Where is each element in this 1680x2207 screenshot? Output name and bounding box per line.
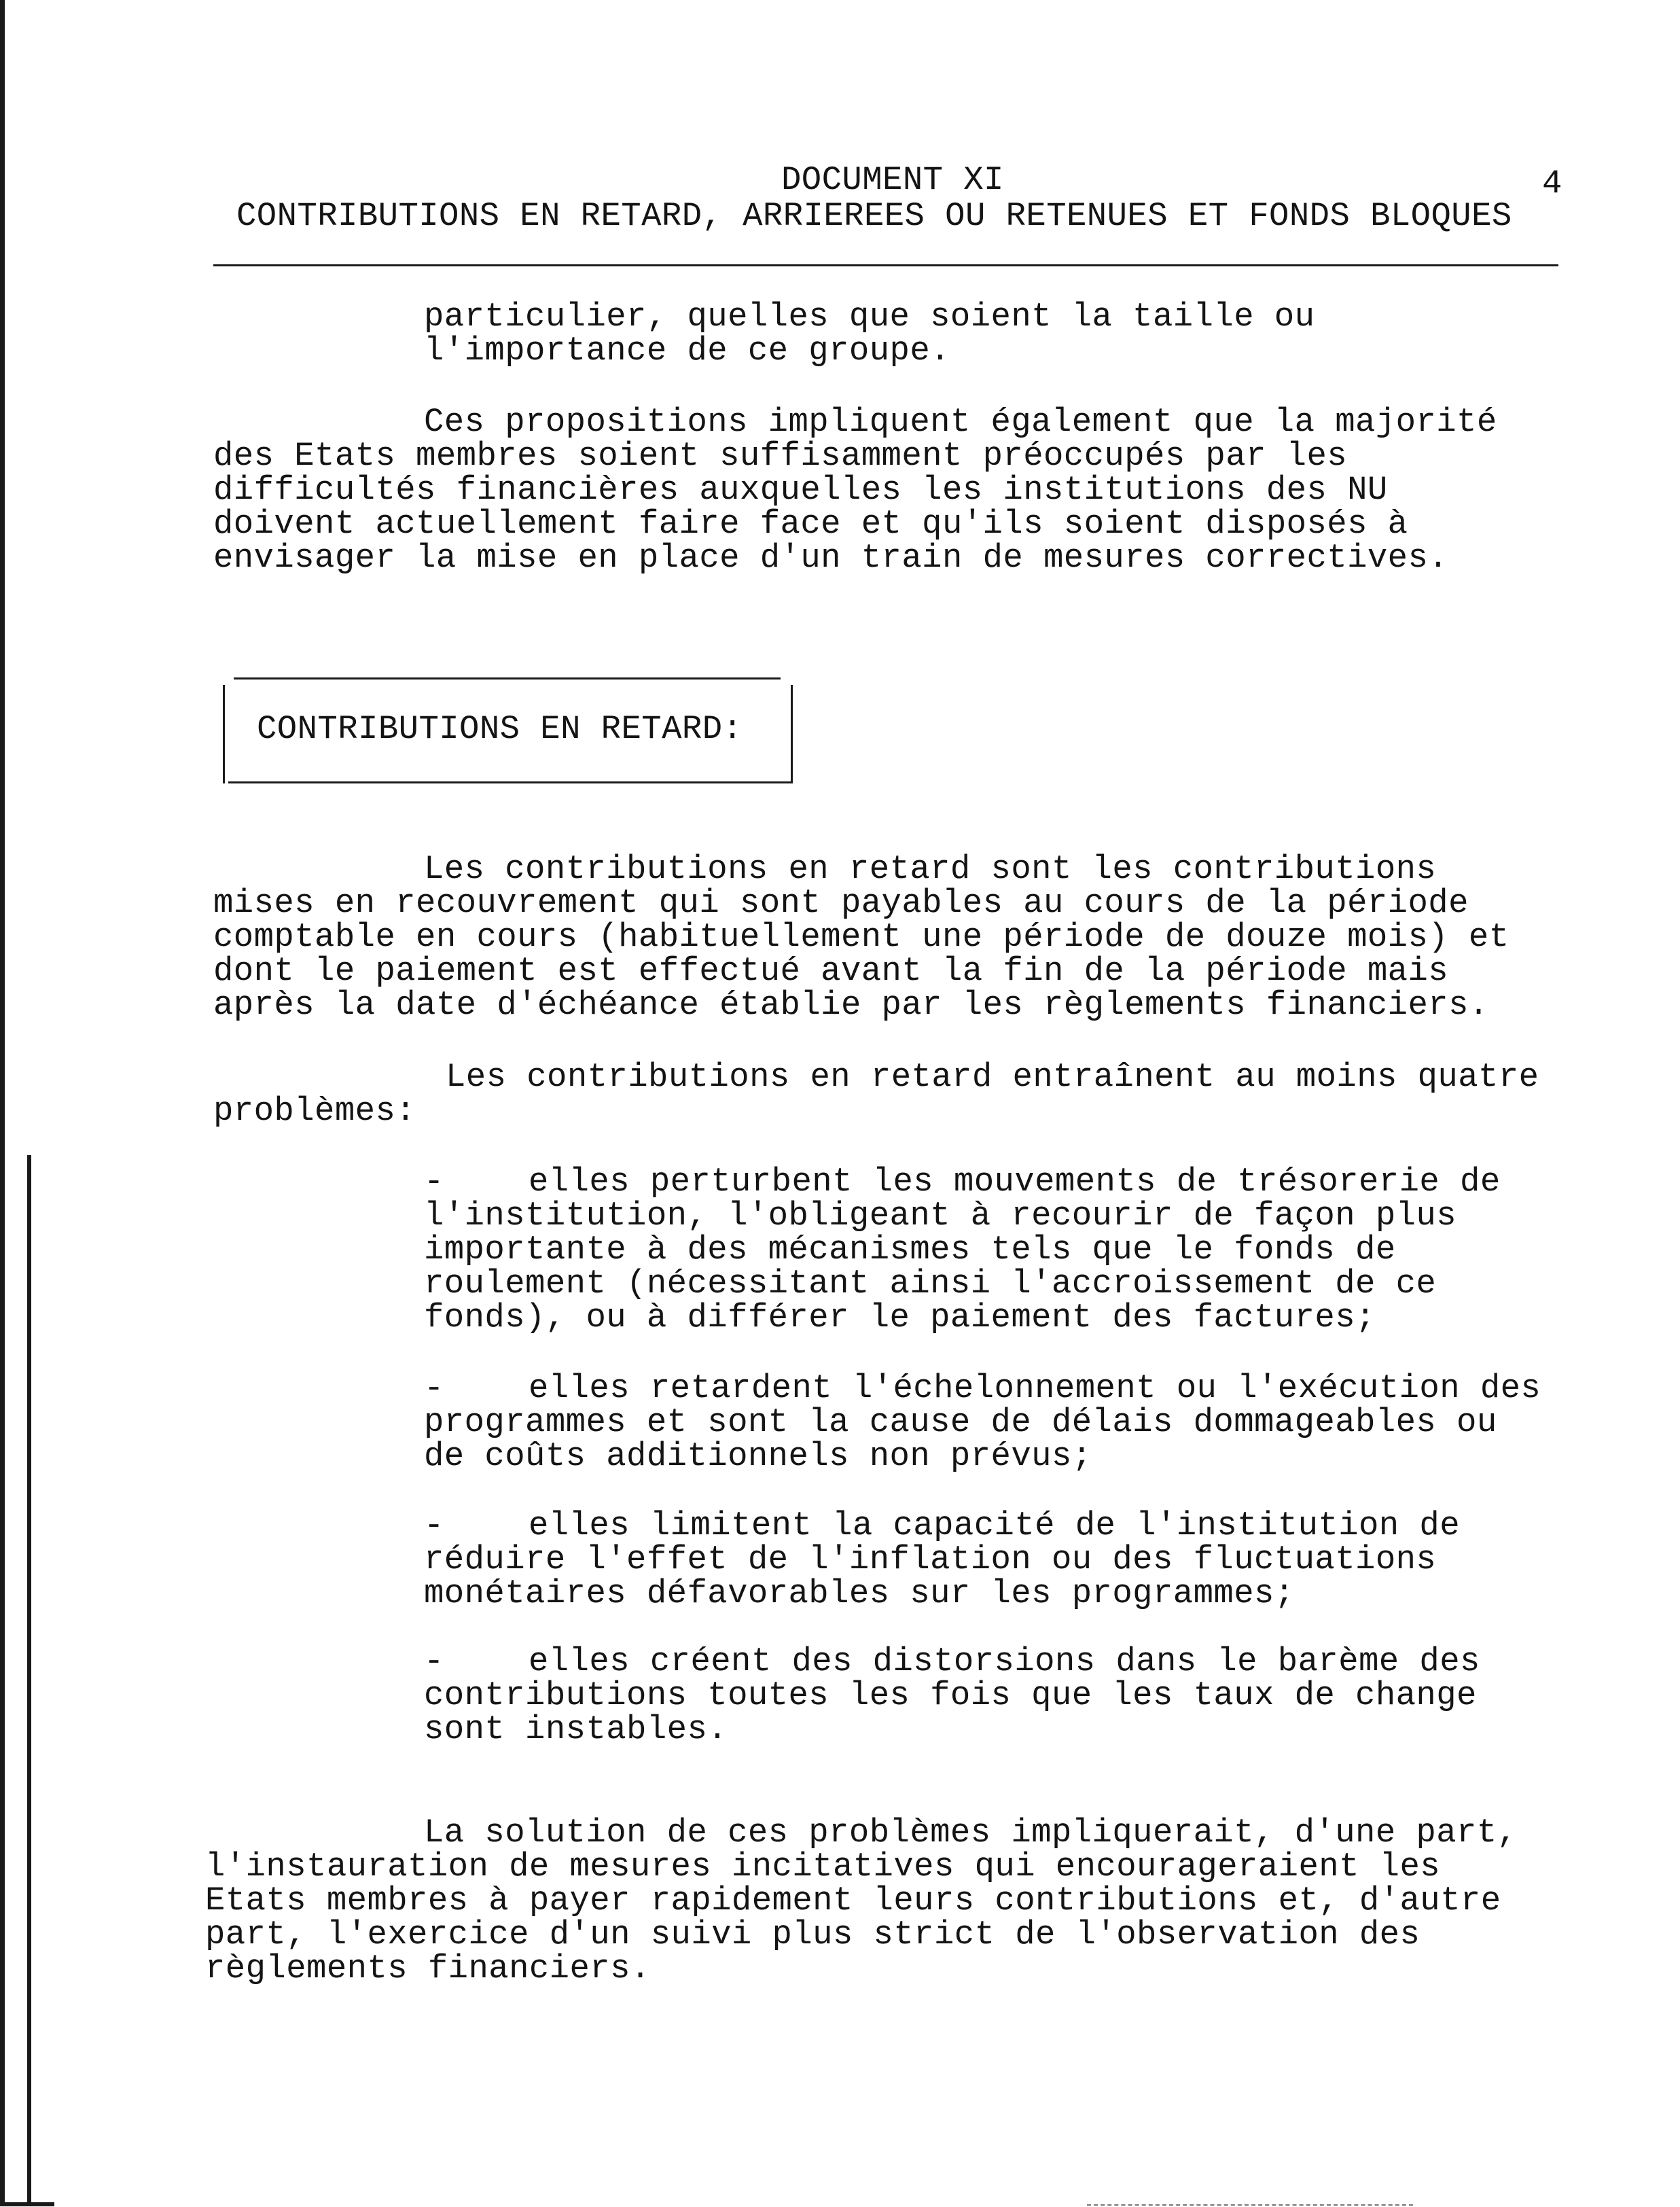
document-subject: CONTRIBUTIONS EN RETARD, ARRIEREES OU RETENUES ET FONDS BLOQUES xyxy=(236,197,1512,235)
bullet-line: roulement (nécessitant ainsi l'accroissement de ce xyxy=(424,1265,1437,1303)
paragraph-line: difficultés financières auxquelles les institutions des NU xyxy=(213,471,1388,509)
page-number: 4 xyxy=(1542,164,1562,202)
continuation-line: particulier, quelles que soient la taille ou xyxy=(424,298,1315,336)
paragraph-line: La solution de ces problèmes impliquerait, d'une part, xyxy=(424,1814,1518,1852)
bullet-line: de coûts additionnels non prévus; xyxy=(424,1437,1092,1475)
bullet-dash: - xyxy=(424,1163,444,1201)
paragraph-line: règlements financiers. xyxy=(205,1949,651,1988)
document-number: DOCUMENT XI xyxy=(781,161,1004,199)
paragraph-line: comptable en cours (habituellement une période de douze mois) et xyxy=(213,918,1509,956)
paragraph-line: Les contributions en retard sont les contributions xyxy=(424,850,1437,888)
bullet-line: importante à des mécanismes tels que le fonds de xyxy=(424,1231,1396,1269)
bullet-line: l'institution, l'obligeant à recourir de façon plus xyxy=(424,1197,1457,1235)
bullet-line: réduire l'effet de l'inflation ou des fluctuations xyxy=(424,1540,1437,1578)
section-title: CONTRIBUTIONS EN RETARD: xyxy=(257,710,743,748)
bullet-dash: - xyxy=(424,1642,444,1680)
paragraph-line: doivent actuellement faire face et qu'ils soient disposés à xyxy=(213,505,1408,543)
paragraph-line: Les contributions en retard entraînent au moins quatre xyxy=(446,1058,1539,1096)
paragraph-line: part, l'exercice d'un suivi plus strict de l'observation des xyxy=(205,1915,1420,1954)
paragraph-line: Ces propositions impliquent également que la majorité xyxy=(424,403,1497,441)
bullet-line: sont instables. xyxy=(424,1710,728,1748)
bullet-line: elles retardent l'échelonnement ou l'exécution des xyxy=(529,1369,1541,1407)
paragraph-line: problèmes: xyxy=(213,1092,416,1130)
page-bottom-mark xyxy=(1087,2204,1413,2207)
paragraph-line: Etats membres à payer rapidement leurs contributions et, d'autre xyxy=(205,1882,1501,1920)
section-box-left xyxy=(223,685,225,783)
paragraph-line: l'instauration de mesures incitatives qui encourageraient les xyxy=(205,1848,1441,1886)
section-box-right xyxy=(791,685,793,783)
bullet-line: fonds), ou à différer le paiement des factures; xyxy=(424,1299,1376,1337)
bullet-line: contributions toutes les fois que les taux de change xyxy=(424,1676,1477,1714)
header-rule xyxy=(213,264,1558,266)
bullet-line: elles limitent la capacité de l'institution de xyxy=(529,1506,1461,1544)
bullet-dash: - xyxy=(424,1506,444,1544)
paragraph-line: envisager la mise en place d'un train de mesures correctives. xyxy=(213,539,1449,577)
bullet-line: elles perturbent les mouvements de trésorerie de xyxy=(529,1163,1501,1201)
page-edge-left xyxy=(0,0,7,2206)
bullet-line: elles créent des distorsions dans le barème des xyxy=(529,1642,1480,1680)
section-box-top xyxy=(234,677,781,679)
continuation-line: l'importance de ce groupe. xyxy=(424,332,950,370)
bullet-line: monétaires défavorables sur les programmes; xyxy=(424,1574,1295,1612)
paragraph-line: des Etats membres soient suffisamment préoccupés par les xyxy=(213,437,1348,475)
section-box-bottom xyxy=(228,781,792,783)
page-edge-foot xyxy=(0,2202,54,2206)
paragraph-line: après la date d'échéance établie par les règlements financiers. xyxy=(213,986,1489,1024)
page-edge-inner xyxy=(27,1155,31,2206)
bullet-dash: - xyxy=(424,1369,444,1407)
paragraph-line: dont le paiement est effectué avant la fin de la période mais xyxy=(213,952,1449,990)
bullet-line: programmes et sont la cause de délais dommageables ou xyxy=(424,1403,1497,1441)
paragraph-line: mises en recouvrement qui sont payables au cours de la période xyxy=(213,884,1469,922)
